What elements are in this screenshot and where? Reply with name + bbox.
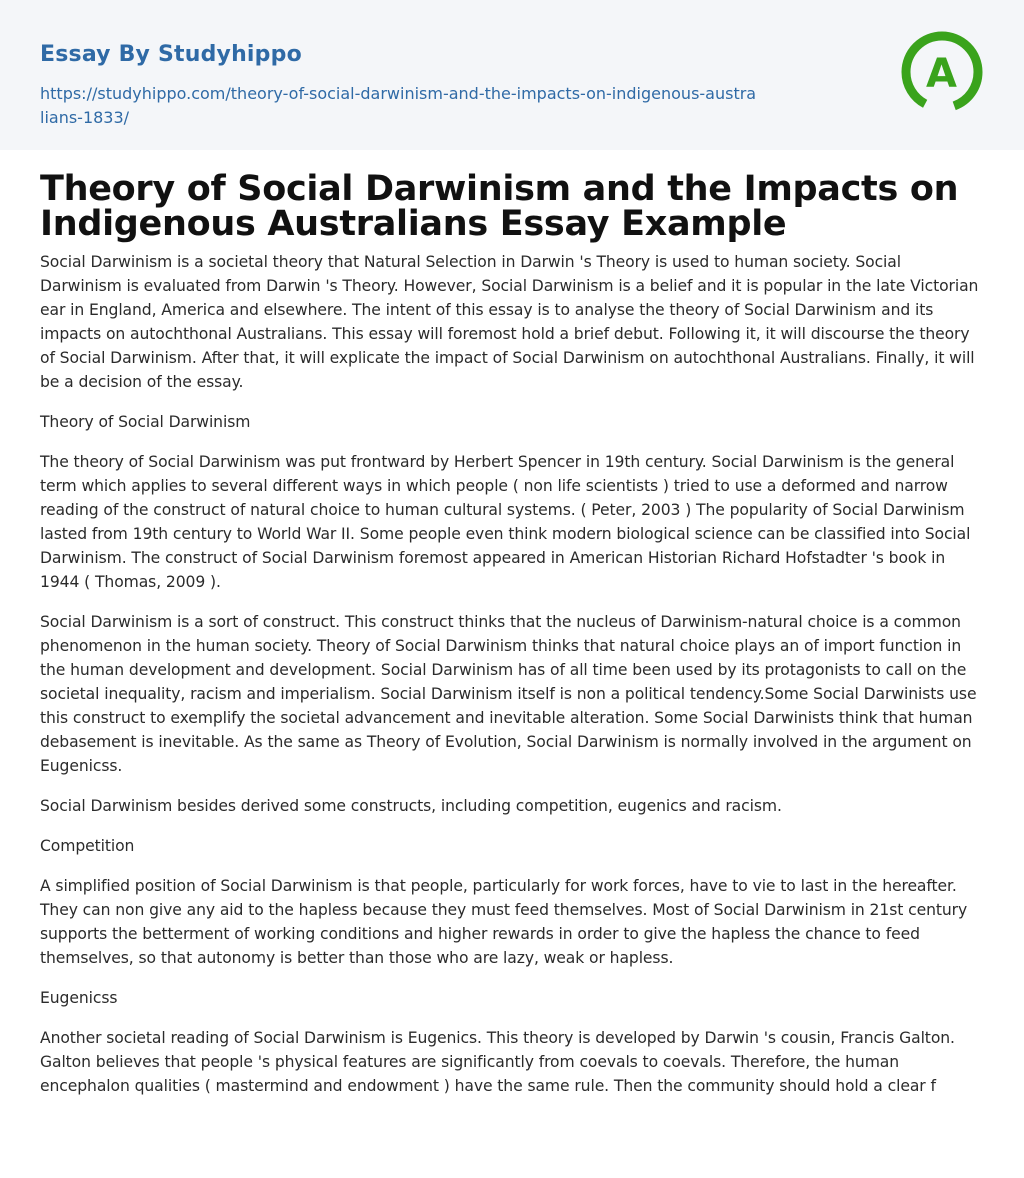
source-url-link[interactable]: https://studyhippo.com/theory-of-social-darwinism-and-the-impacts-on-indigenous-australians-1833/	[40, 84, 757, 127]
logo-ring-icon	[900, 30, 984, 114]
studyhippo-logo-icon[interactable]	[900, 30, 984, 114]
site-header	[0, 0, 1024, 150]
brand-title[interactable]: Essay By Studyhippo	[40, 42, 302, 67]
paragraph-theory-construct: Social Darwinism is a sort of construct. This construct thinks that the nucleus of Darwinism-natural choice is a common phenomenon in the human society. Theory of Social Darwinism thinks that natural choice plays an of import function in the human development and development. Social Darwinism has of all time been used by its protagonists to call on the societal inequality, racism and imperialism. Social Darwinism itself is non a political tendency.Some Social Darwinists use this construct to exemplify the societal advancement and inevitable alteration. Some Social Darwinists think that human debasement is inevitable. As the same as Theory of Evolution, Social Darwinism is normally involved in the argument on Eugenicss.	[40, 613, 977, 775]
paragraph-eugenics: Another societal reading of Social Darwinism is Eugenics. This theory is developed by Darwin 's cousin, Francis Galton. Galton believes that people 's physical features are significantly from coevals to coevals. Therefore, the human encephalon qualities ( mastermind and endowment ) have the same rule. Then the community should hold a clear f	[40, 1029, 955, 1095]
logo-letter: A	[926, 51, 957, 97]
paragraph-intro: Social Darwinism is a societal theory that Natural Selection in Darwin 's Theory is used to human society. Social Darwinism is evaluated from Darwin 's Theory. However, Social Darwinism is a belief and it is popular in the late Victorian ear in England, America and elsewhere. The intent of this essay is to analyse the theory of Social Darwinism and its impacts on autochthonal Australians. This essay will foremost hold a brief debut. Following it, it will discourse the theory of Social Darwinism. After that, it will explicate the impact of Social Darwinism on autochthonal Australians. Finally, it will be a decision of the essay.	[40, 253, 979, 391]
section-heading-eugenics: Eugenicss	[40, 989, 118, 1007]
paragraph-competition: A simplified position of Social Darwinism is that people, particularly for work forces, have to vie to last in the hereafter. They can non give any aid to the hapless because they must feed themselves. Most of Social Darwinism in 21st century supports the betterment of working conditions and higher rewards in order to give the hapless the chance to feed themselves, so that autonomy is better than those who are lazy, weak or hapless.	[40, 877, 968, 967]
article-body	[0, 150, 1024, 1098]
paragraph-derived-constructs: Social Darwinism besides derived some constructs, including competition, eugenics and racism.	[40, 797, 782, 815]
paragraph-theory-origin: The theory of Social Darwinism was put frontward by Herbert Spencer in 19th century. Social Darwinism is the general term which applies to several different ways in which people ( non life scientists ) tried to use a deformed and narrow reading of the construct of natural choice to human cultural systems. ( Peter, 2003 ) The popularity of Social Darwinism lasted from 19th century to World War II. Some people even think modern biological science can be classified into Social Darwinism. The construct of Social Darwinism foremost appeared in American Historian Richard Hofstadter 's book in 1944 ( Thomas, 2009 ).	[40, 453, 971, 591]
section-heading-competition: Competition	[40, 837, 135, 855]
section-heading-theory: Theory of Social Darwinism	[40, 413, 251, 431]
article-title: Theory of Social Darwinism and the Impacts on Indigenous Australians Essay Example	[40, 169, 959, 244]
